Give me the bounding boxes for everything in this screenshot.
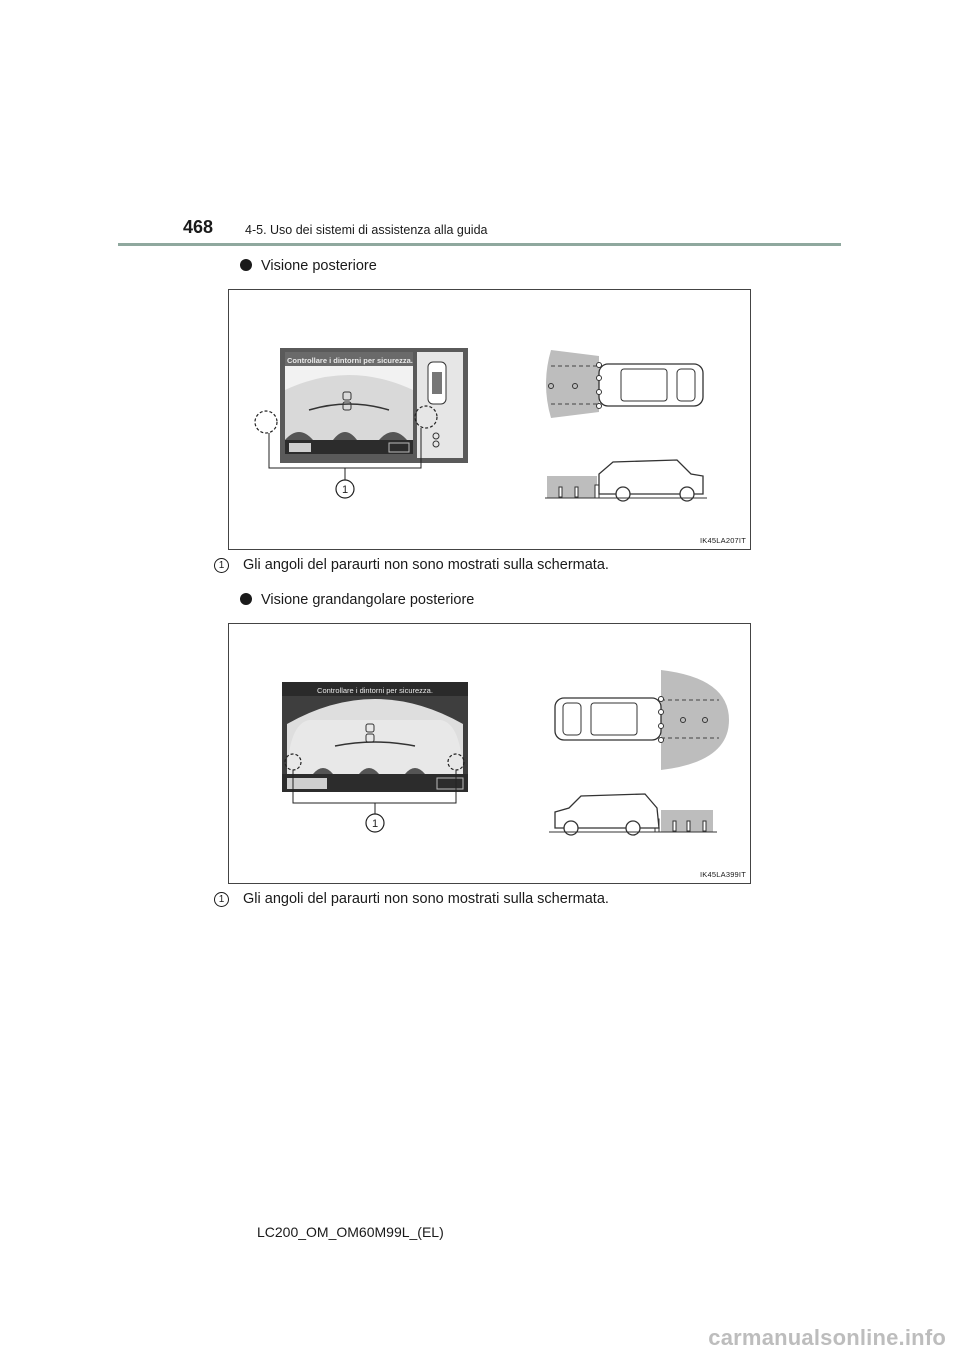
caption-text: Gli angoli del paraurti non sono mostrati sulla schermata. bbox=[243, 891, 609, 907]
bullet-label: Visione grandangolare posteriore bbox=[261, 592, 475, 608]
bullet-dot bbox=[240, 259, 252, 271]
caption-text: Gli angoli del paraurti non sono mostrati sulla schermata. bbox=[243, 557, 609, 573]
screen-message: Controllare i dintorni per sicurezza. bbox=[317, 686, 433, 695]
caption-rear-view bbox=[214, 557, 609, 573]
bullet-wide-rear-view bbox=[240, 592, 474, 608]
caption-number: 1 bbox=[214, 892, 229, 907]
car-top-view bbox=[555, 670, 729, 770]
watermark: carmanualsonline.info bbox=[708, 1325, 946, 1350]
header-divider bbox=[118, 243, 841, 246]
document-code: LC200_OM_OM60M99L_(EL) bbox=[257, 1224, 444, 1240]
callout-number: 1 bbox=[341, 484, 349, 496]
bullet-dot bbox=[240, 593, 252, 605]
caption-wide-rear-view bbox=[214, 891, 609, 907]
page-number: 468 bbox=[183, 217, 214, 237]
bullet-rear-view bbox=[240, 258, 377, 274]
callout-number: 1 bbox=[371, 818, 379, 830]
figure-rear-view bbox=[228, 289, 751, 550]
camera-screen bbox=[282, 682, 468, 792]
camera-screen bbox=[280, 348, 468, 463]
rear-view-illustration bbox=[229, 290, 750, 549]
figure-wide-rear-view bbox=[228, 623, 751, 884]
car-top-view bbox=[546, 350, 703, 418]
figure-code: IK45LA207IT bbox=[700, 536, 746, 545]
car-side-view bbox=[549, 794, 717, 835]
wide-rear-view-illustration bbox=[229, 624, 750, 883]
bullet-label: Visione posteriore bbox=[261, 258, 377, 274]
section-title: 4-5. Uso dei sistemi di assistenza alla guida bbox=[245, 223, 488, 237]
figure-code: IK45LA399IT bbox=[700, 870, 746, 879]
screen-message: Controllare i dintorni per sicurezza. bbox=[287, 356, 413, 365]
car-side-view bbox=[545, 460, 707, 501]
caption-number: 1 bbox=[214, 558, 229, 573]
